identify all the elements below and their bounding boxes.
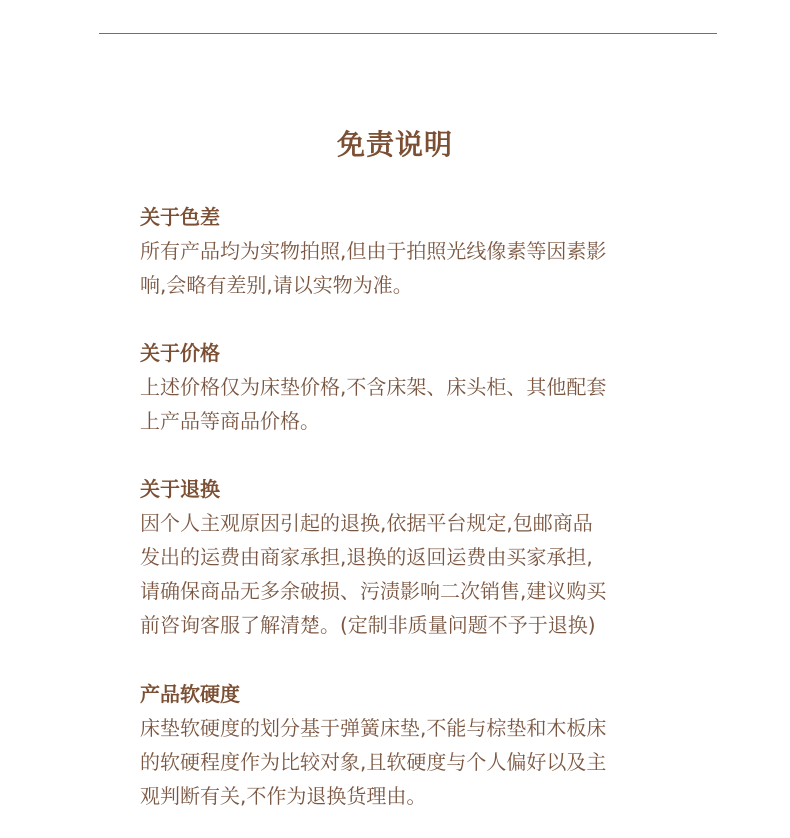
- section-text-line: 床垫软硬度的划分基于弹簧床垫,不能与棕垫和木板床: [140, 716, 607, 740]
- section-returns: [140, 472, 660, 642]
- section-text-line: 前咨询客服了解清楚。(定制非质量问题不予于退换): [140, 613, 596, 637]
- section-color-difference: [140, 200, 660, 302]
- section-price: [140, 336, 660, 438]
- top-divider: [99, 33, 717, 34]
- section-text-line: 上产品等商品价格。: [140, 409, 320, 433]
- section-heading: 关于色差: [140, 205, 220, 229]
- section-text-line: 上述价格仅为床垫价格,不含床架、床头柜、其他配套: [140, 375, 607, 399]
- section-text-line: 的软硬程度作为比较对象,且软硬度与个人偏好以及主: [140, 750, 607, 774]
- section-heading: 关于退换: [140, 477, 220, 501]
- section-text-line: 因个人主观原因引起的退换,依据平台规定,包邮商品: [140, 511, 593, 535]
- section-heading: 关于价格: [140, 341, 220, 365]
- section-text-line: 所有产品均为实物拍照,但由于拍照光线像素等因素影: [140, 239, 607, 263]
- section-heading: 产品软硬度: [140, 682, 240, 706]
- page-title: 免责说明: [336, 127, 453, 161]
- section-text-line: 响,会略有差别,请以实物为准。: [140, 273, 413, 297]
- section-text-line: 发出的运费由商家承担,退换的返回运费由买家承担,: [140, 545, 593, 569]
- section-text-line: 观判断有关,不作为退换货理由。: [140, 784, 427, 808]
- section-firmness: [140, 677, 660, 813]
- section-text-line: 请确保商品无多余破损、污渍影响二次销售,建议购买: [140, 579, 607, 603]
